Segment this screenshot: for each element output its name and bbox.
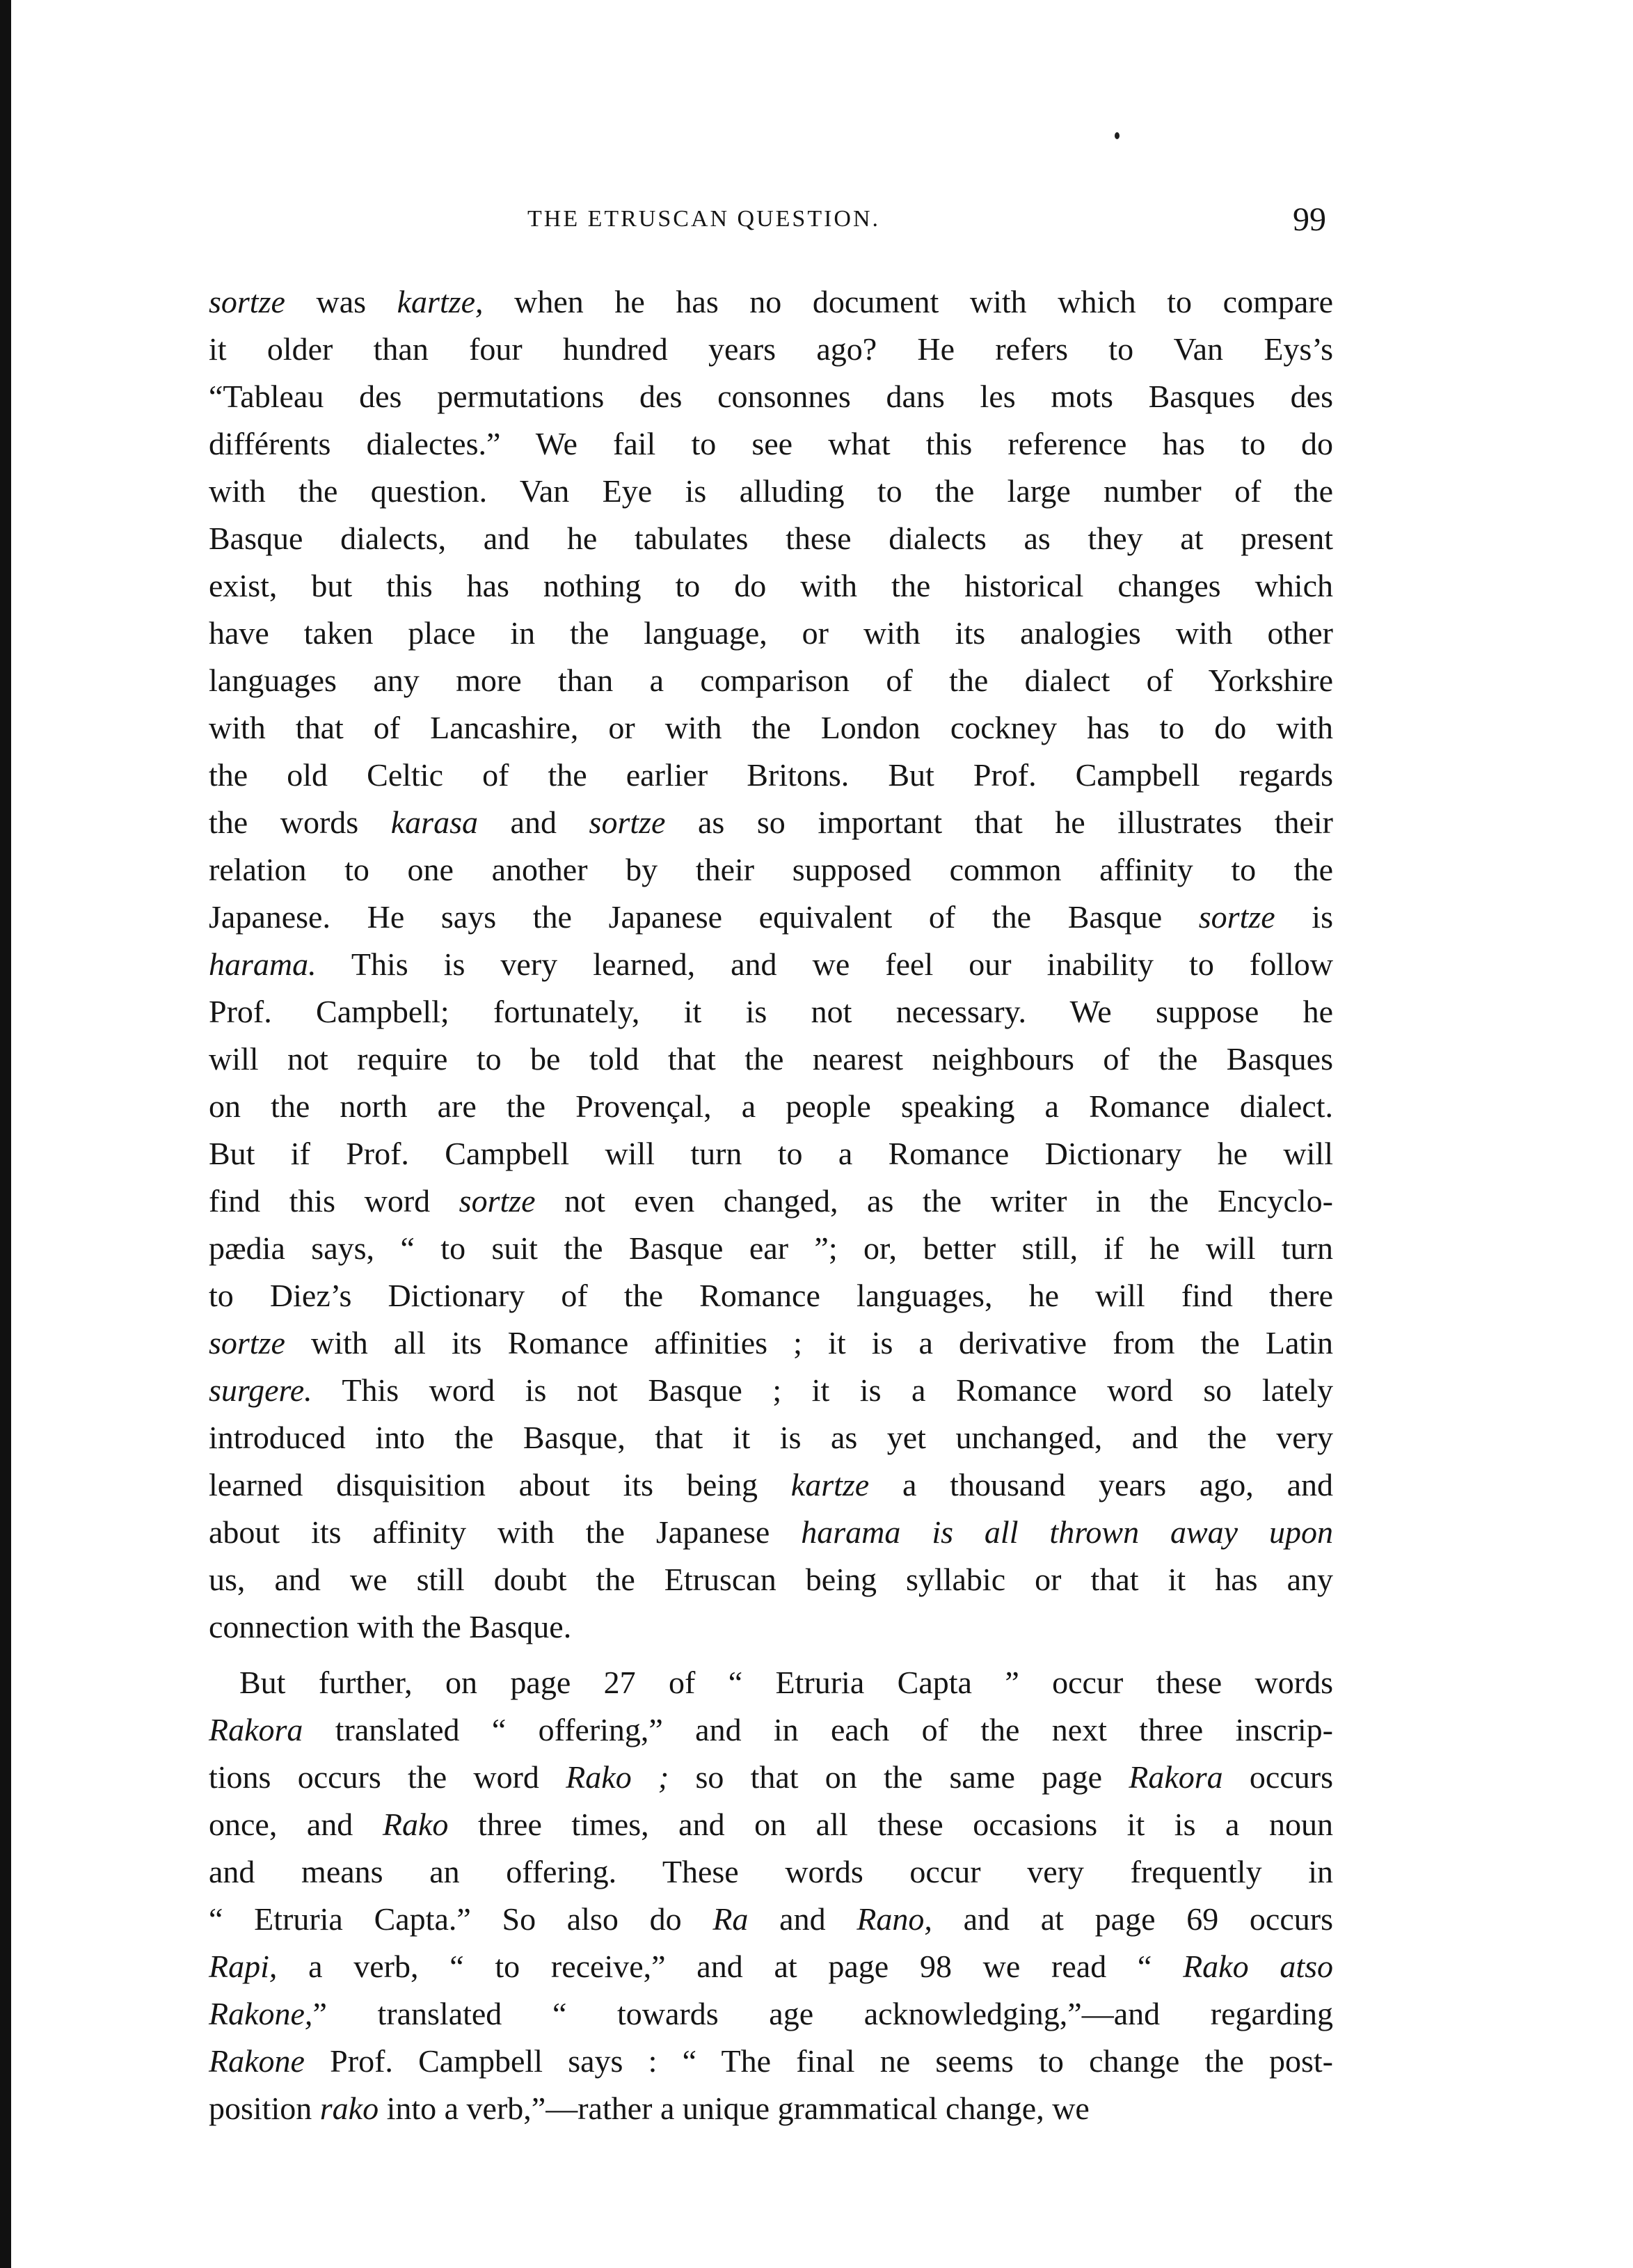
text-run: position <box>209 2091 320 2126</box>
text-run: occurs <box>1222 1759 1333 1795</box>
text-run: with that of Lancashire, or with the London cockney has to do with <box>209 710 1333 745</box>
text-line <box>209 1801 1333 1848</box>
italic-word: Rakora <box>1129 1759 1223 1795</box>
text-run: pædia says, “ to suit the Basque ear ”; or, better still, if he will turn <box>209 1230 1333 1266</box>
text-run: with the question. Van Eye is alluding to the large number of the <box>209 473 1333 509</box>
paragraph-1 <box>209 278 1333 1651</box>
text-run: tions occurs the word <box>209 1759 566 1795</box>
text-run: to Diez’s Dictionary of the Romance languages, he will find there <box>209 1278 1333 1313</box>
text-run: But further, on page 27 of “ Etruria Capta ” occur these words <box>239 1665 1333 1700</box>
text-line <box>209 1509 1333 1556</box>
italic-word: is all thrown away upon <box>932 1514 1334 1550</box>
text-run: was <box>285 284 397 319</box>
text-run: relation to one another by their supposed common affinity to the <box>209 852 1333 887</box>
text-run: This word is not Basque ; it is a Romance word so lately <box>312 1372 1333 1408</box>
text-run: not even changed, as the writer in the Encyclo- <box>535 1183 1333 1219</box>
text-run: Basque dialects, and he tabulates these dialects as they at present <box>209 521 1333 556</box>
text-line <box>209 2085 1333 2132</box>
text-line <box>209 1225 1333 1272</box>
text-line <box>209 1848 1333 1896</box>
text-line <box>209 1036 1333 1083</box>
text-line <box>209 278 1333 326</box>
text-run: and <box>748 1901 857 1937</box>
text-run: us, and we still doubt the Etruscan being syllabic or that it has any <box>209 1562 1333 1597</box>
text-run: with all its Romance affinities ; it is a derivative from the Latin <box>285 1325 1333 1361</box>
text-run: have taken place in the language, or with its analogies with other <box>209 615 1333 651</box>
italic-word: harama <box>801 1514 901 1550</box>
text-line <box>209 704 1333 752</box>
text-run: différents dialectes.” We fail to see what this reference has to do <box>209 426 1333 461</box>
text-run: as so important that he illustrates their <box>665 804 1334 840</box>
text-run: But if Prof. Campbell will turn to a Romance Dictionary he will <box>209 1136 1333 1171</box>
scan-edge <box>0 0 11 2268</box>
italic-word: sortze <box>209 1325 285 1361</box>
text-line <box>209 941 1333 988</box>
text-run: is <box>1275 899 1333 935</box>
text-line <box>209 1319 1333 1367</box>
ink-speck <box>1115 132 1120 139</box>
text-line <box>209 515 1333 562</box>
text-line <box>209 1367 1333 1414</box>
text-run: Japanese. He says the Japanese equivalent of the Basque <box>209 899 1199 935</box>
text-line <box>209 1706 1333 1754</box>
text-line <box>209 1754 1333 1801</box>
text-line <box>209 846 1333 894</box>
text-run: a thousand years ago, and <box>869 1467 1333 1502</box>
text-line <box>209 326 1333 373</box>
text-run: when he has no document with which to compare <box>483 284 1333 319</box>
text-run: once, and <box>209 1807 383 1842</box>
running-head: THE ETRUSCAN QUESTION. <box>527 206 881 232</box>
text-run: and <box>478 804 589 840</box>
text-run: the old Celtic of the earlier Britons. But Prof. Campbell regards <box>209 757 1333 793</box>
text-run: on the north are the Provençal, a people speaking a Romance dialect. <box>209 1088 1333 1124</box>
text-line <box>209 1414 1333 1461</box>
text-line <box>209 468 1333 515</box>
text-line <box>209 1659 1333 1706</box>
text-run: about its affinity with the Japanese <box>209 1514 802 1550</box>
italic-word: sortze <box>209 284 285 319</box>
text-run <box>900 1514 932 1550</box>
body-text <box>209 278 1333 2132</box>
text-run: and means an offering. These words occur very frequently in <box>209 1854 1333 1889</box>
text-line <box>209 1177 1333 1225</box>
italic-word: Rako <box>382 1807 449 1842</box>
paragraph-2 <box>209 1659 1333 2132</box>
text-run: This is very learned, and we feel our inability to follow <box>316 946 1333 982</box>
text-run: the words <box>209 804 391 840</box>
text-line <box>209 1461 1333 1509</box>
text-run: Prof. Campbell says : “ The final ne seems to change the post- <box>304 2043 1333 2079</box>
italic-word: kartze <box>790 1467 870 1502</box>
text-run: introduced into the Basque, that it is as yet unchanged, and the very <box>209 1420 1333 1455</box>
text-line <box>209 1083 1333 1130</box>
text-line <box>209 1896 1333 1943</box>
italic-word: sortze <box>589 804 666 840</box>
italic-word: surgere. <box>209 1372 312 1408</box>
text-line <box>209 799 1333 846</box>
text-line <box>209 610 1333 657</box>
italic-word: Rako ; <box>566 1759 669 1795</box>
text-run: it older than four hundred years ago? He refers to Van Eys’s <box>209 331 1333 367</box>
italic-word: sortze <box>1198 899 1275 935</box>
text-line <box>209 1272 1333 1319</box>
page-number: 99 <box>1293 201 1326 238</box>
text-run: find this word <box>209 1183 459 1219</box>
italic-word: Rakone, <box>209 1996 313 2031</box>
text-line <box>209 562 1333 610</box>
text-run: Prof. Campbell; fortunately, it is not necessary. We suppose he <box>209 994 1333 1029</box>
italic-word: Rakora <box>209 1712 303 1747</box>
text-line <box>209 657 1333 704</box>
text-run: three times, and on all these occasions it is a noun <box>448 1807 1333 1842</box>
text-run: will not require to be told that the nearest neighbours of the Basques <box>209 1041 1333 1077</box>
italic-word: Rakone <box>209 2043 305 2079</box>
text-run: ” translated “ towards age acknowledging,”—and regarding <box>312 1996 1333 2031</box>
italic-word: Ra <box>712 1901 749 1937</box>
italic-word: Rano, <box>857 1901 932 1937</box>
text-run: so that on the same page <box>669 1759 1129 1795</box>
text-run: translated “ offering,” and in each of the next three inscrip- <box>303 1712 1333 1747</box>
text-line <box>209 988 1333 1036</box>
text-line <box>209 894 1333 941</box>
text-line <box>209 1943 1333 1990</box>
italic-word: kartze, <box>397 284 484 319</box>
text-line <box>209 2038 1333 2085</box>
italic-word: rako <box>319 2091 379 2126</box>
italic-word: harama. <box>209 946 317 982</box>
text-line <box>209 1130 1333 1177</box>
italic-word: karasa <box>390 804 478 840</box>
italic-word: Rapi, <box>209 1949 278 1984</box>
text-line <box>209 1990 1333 2038</box>
text-run: exist, but this has nothing to do with the historical changes which <box>209 568 1333 603</box>
text-run: and at page 69 occurs <box>932 1901 1333 1937</box>
italic-word: Rako atso <box>1183 1949 1334 1984</box>
text-line <box>209 1556 1333 1603</box>
text-run: connection with the Basque. <box>209 1609 572 1644</box>
text-run: a verb, “ to receive,” and at page 98 we read “ <box>277 1949 1184 1984</box>
text-run: languages any more than a comparison of the dialect of Yorkshire <box>209 663 1333 698</box>
text-run: learned disquisition about its being <box>209 1467 791 1502</box>
text-run: “ Etruria Capta.” So also do <box>209 1901 713 1937</box>
italic-word: sortze <box>459 1183 536 1219</box>
text-run: “Tableau des permutations des consonnes dans les mots Basques des <box>209 379 1333 414</box>
text-line <box>209 1603 1333 1651</box>
text-line <box>209 752 1333 799</box>
text-line <box>209 420 1333 468</box>
text-line <box>209 373 1333 420</box>
text-run: into a verb,”—rather a unique grammatical change, we <box>379 2091 1090 2126</box>
